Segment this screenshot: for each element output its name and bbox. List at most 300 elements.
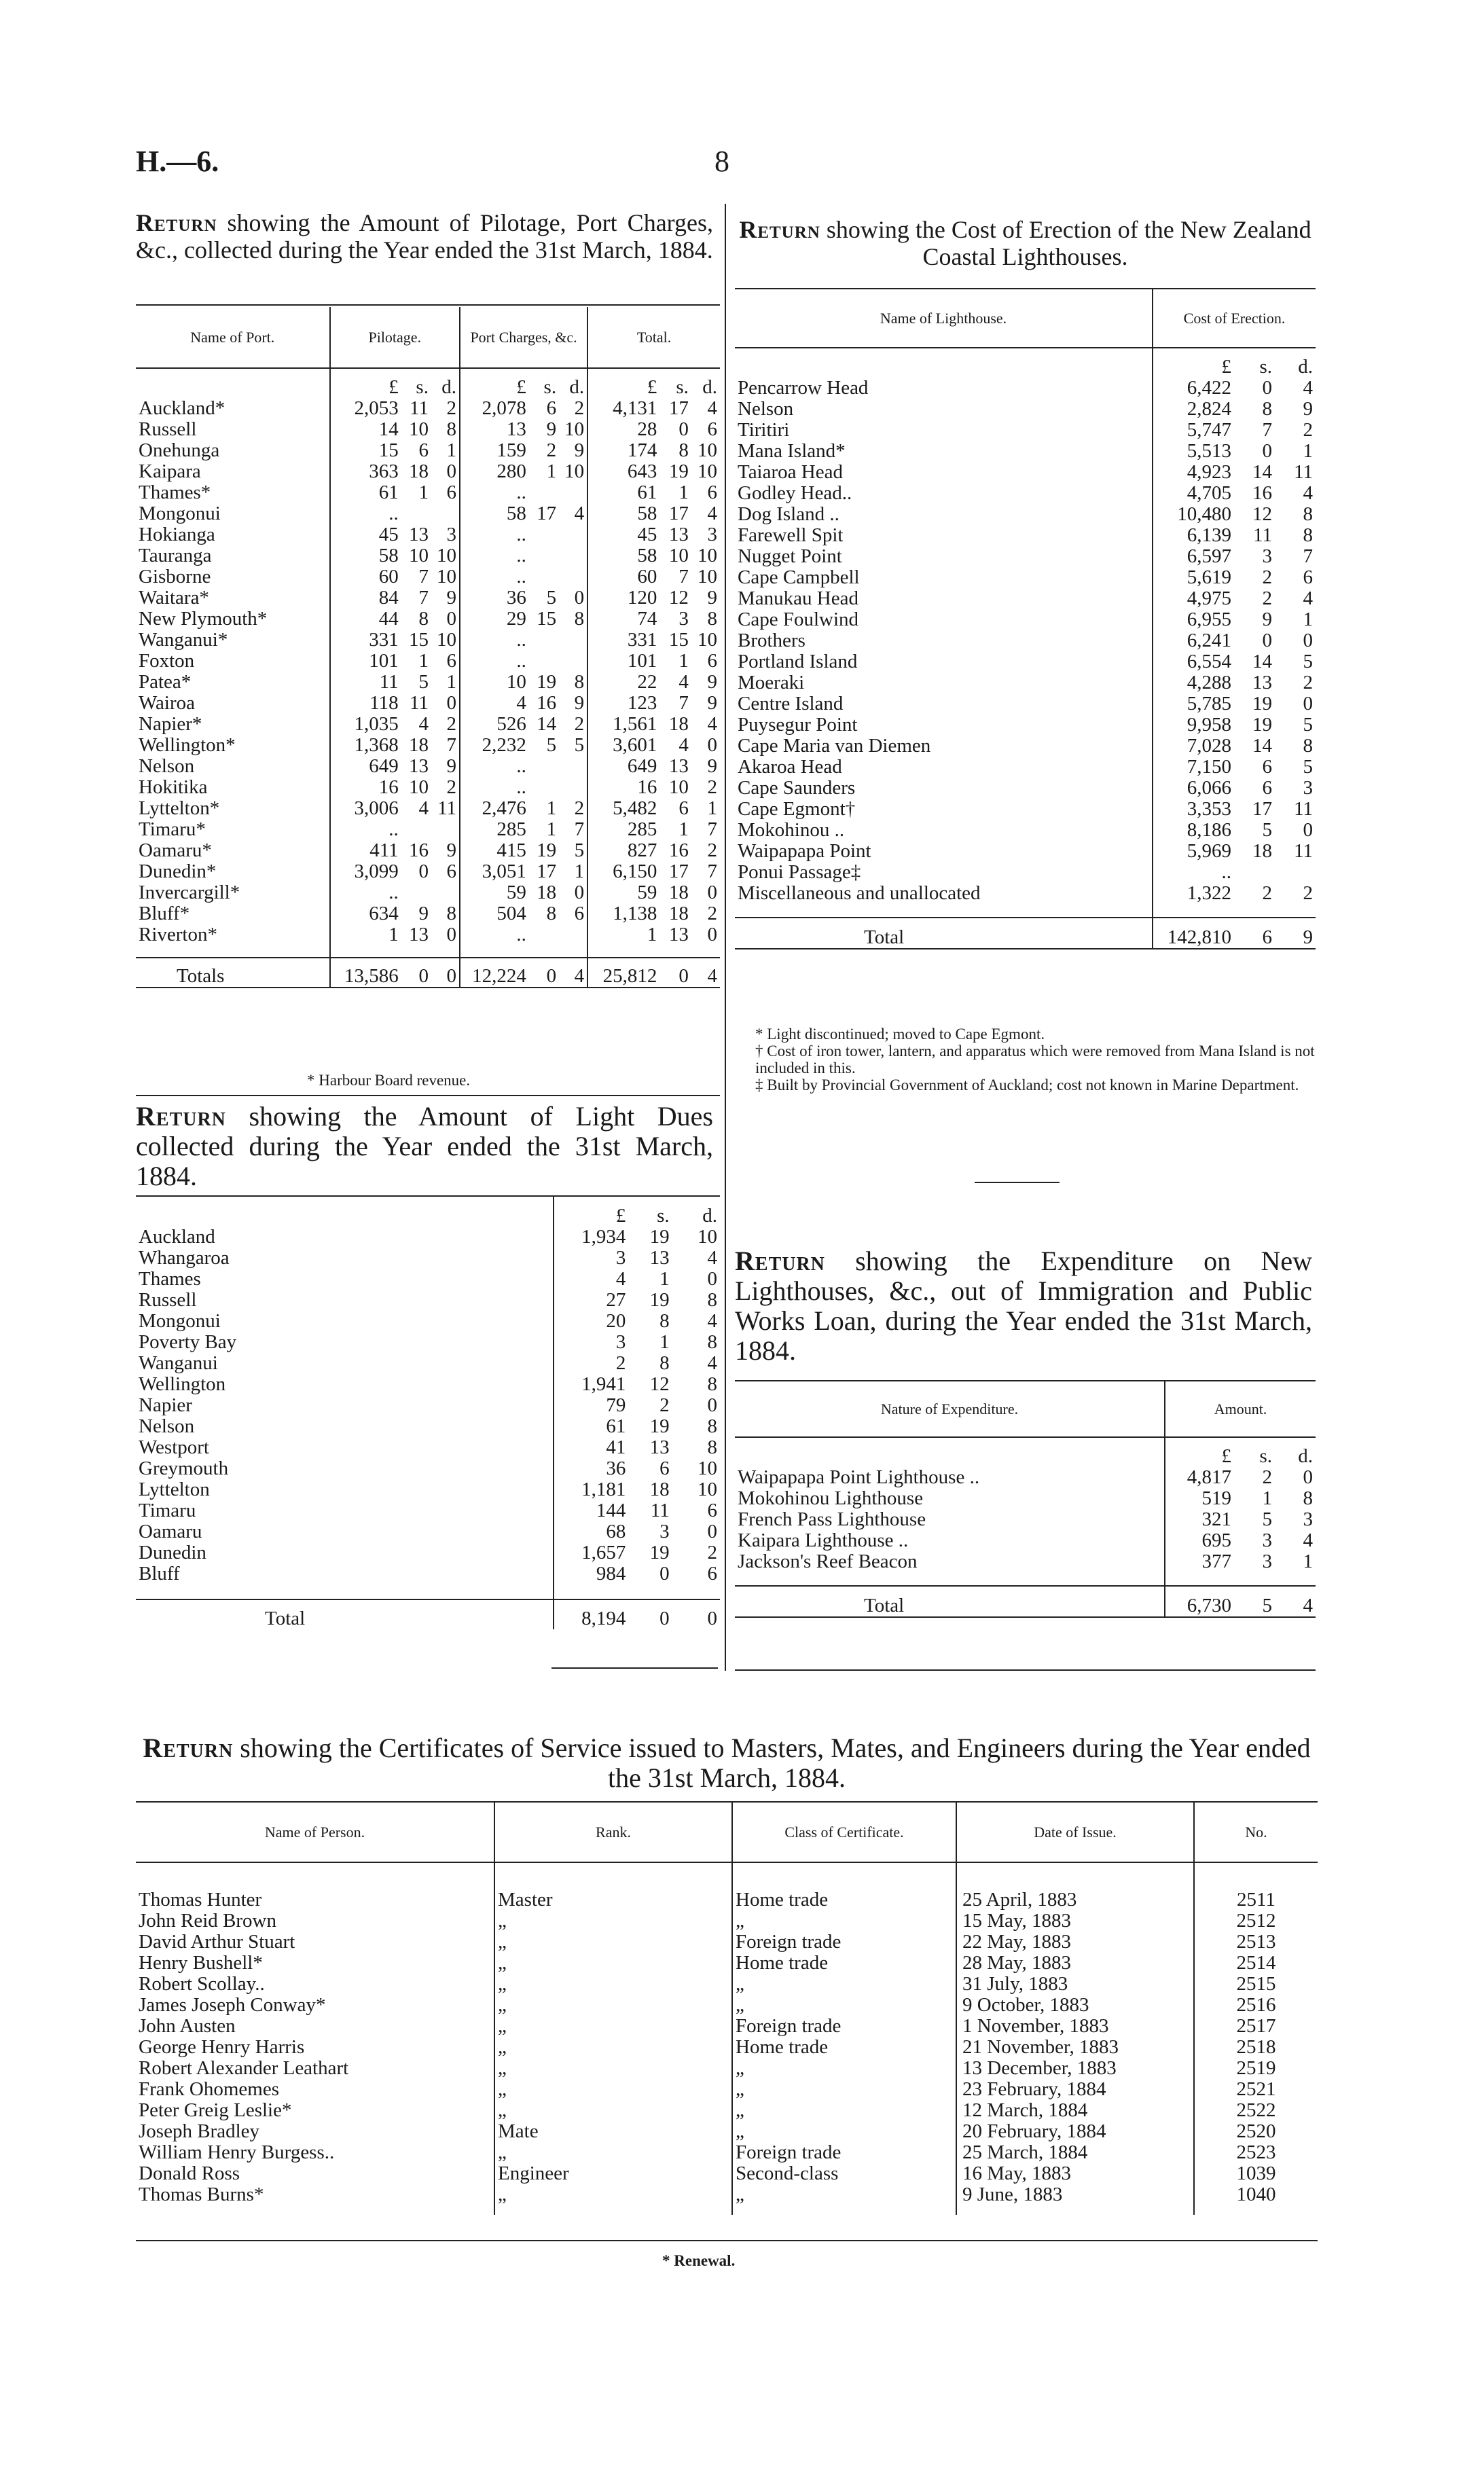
amount-value: 6	[707, 418, 717, 440]
amount-value: 58	[637, 545, 657, 566]
amount-value: 10	[431, 630, 460, 651]
amount-value: 18	[668, 903, 689, 924]
port-name: Patea*	[136, 672, 330, 693]
amount-value: 2,824	[1187, 398, 1231, 420]
amount-value: 3	[659, 1521, 670, 1542]
item-name: Manukau Head	[735, 588, 1153, 609]
amount-value: 0	[559, 587, 587, 609]
amount-value: 6	[1262, 777, 1272, 799]
table-row	[136, 1437, 720, 1458]
amount-value: 4	[418, 797, 429, 819]
amount-value: 0	[431, 924, 460, 945]
amount-value: 2,078	[482, 397, 526, 419]
amount-value: 44	[378, 608, 399, 630]
amount-value: 0	[431, 693, 460, 714]
port-name: Oamaru	[136, 1521, 554, 1542]
table-row	[136, 924, 720, 945]
amount-value: 11	[1294, 461, 1313, 483]
table-row	[136, 735, 720, 756]
table-row	[136, 1932, 1318, 1953]
total-value: 4	[559, 958, 587, 988]
amount-value: 118	[369, 692, 399, 714]
amount-value: 8	[559, 609, 587, 630]
table-row	[136, 819, 720, 840]
person-name: Frank Ohomemes	[136, 2079, 494, 2100]
amount-value: 7	[431, 735, 460, 756]
table-row	[136, 2079, 1318, 2100]
total-value: 6,730	[1187, 1595, 1231, 1616]
amount-value: 11	[410, 397, 429, 419]
amount-value: 1	[659, 1331, 670, 1353]
person-name: John Austen	[136, 2016, 494, 2037]
issue-date: 13 December, 1883	[956, 2058, 1194, 2079]
light-dues-title	[136, 1102, 713, 1191]
amount-value: 11	[1294, 798, 1313, 820]
amount-value: 827	[627, 839, 657, 861]
table-row	[735, 378, 1316, 399]
amount-value: 10	[559, 461, 587, 482]
issue-date: 15 May, 1883	[956, 1911, 1194, 1932]
amount-value: 59	[506, 882, 526, 903]
unit-label: s.	[416, 376, 429, 398]
amount-value: 18	[1252, 840, 1272, 862]
amount-value: 0	[678, 418, 689, 440]
amount-value: 695	[1201, 1530, 1231, 1551]
amount-value: 3	[678, 608, 689, 630]
amount-value: ..	[516, 629, 526, 651]
amount-value: 120	[627, 587, 657, 609]
amount-value: 6	[559, 903, 587, 924]
amount-value: 58	[637, 503, 657, 524]
person-name: Joseph Bradley	[136, 2121, 494, 2142]
table-row	[136, 2121, 1318, 2142]
total-value: 8,194	[581, 1608, 626, 1629]
amount-value: 6	[431, 861, 460, 882]
amount-value: 1,934	[581, 1226, 626, 1248]
amount-value: 4	[1303, 377, 1313, 399]
table-row	[136, 545, 720, 566]
pilotage-title	[136, 209, 713, 264]
amount-value: 331	[369, 629, 399, 651]
amount-value: 4	[1303, 482, 1313, 504]
item-name: Nelson	[735, 399, 1153, 420]
amount-value: 649	[369, 755, 399, 777]
total-value: 0	[659, 1608, 670, 1629]
amount-value: 9	[707, 755, 717, 777]
total-value: 142,810	[1167, 926, 1231, 948]
amount-value: 377	[1201, 1551, 1231, 1572]
amount-value: 3,099	[354, 861, 399, 882]
total-value: 25,812	[602, 965, 657, 987]
amount-value: 6,139	[1187, 524, 1231, 546]
table-row	[136, 482, 720, 503]
amount-value: 3	[1262, 1530, 1272, 1551]
issue-date: 9 June, 1883	[956, 2184, 1194, 2205]
certificates-title	[136, 1733, 1318, 1793]
amount-value: ..	[388, 818, 399, 840]
pilotage-title-lead: Return	[136, 209, 217, 236]
table-row	[136, 1227, 720, 1248]
rank-value: Mate	[494, 2121, 732, 2142]
amount-value: 13	[668, 924, 689, 945]
amount-value: 0	[707, 924, 717, 945]
unit-label: £	[647, 376, 657, 398]
item-name: Jackson's Reef Beacon	[735, 1551, 1165, 1572]
table-row	[735, 609, 1316, 630]
certificate-number: 2512	[1236, 1910, 1276, 1932]
amount-value: 0	[431, 461, 460, 482]
amount-value: 15	[408, 629, 429, 651]
page-number: 8	[714, 145, 729, 178]
table-row	[735, 483, 1316, 504]
amount-value: 19	[649, 1226, 670, 1248]
amount-value: 10,480	[1177, 503, 1231, 525]
amount-value: 4	[707, 397, 717, 419]
amount-value: 6	[707, 1563, 717, 1585]
amount-value: 5	[1303, 651, 1313, 672]
amount-value: 16	[1252, 482, 1272, 504]
amount-value: 4	[707, 1352, 717, 1374]
amount-value: 6	[418, 439, 429, 461]
amount-value	[559, 777, 587, 798]
totals-row	[735, 1586, 1316, 1617]
rank-value: „	[494, 1995, 732, 2016]
amount-value: 12	[668, 587, 689, 609]
amount-value: 2	[1303, 419, 1313, 441]
amount-value: 18	[668, 882, 689, 903]
table-row	[136, 461, 720, 482]
person-name: John Reid Brown	[136, 1911, 494, 1932]
table-row	[136, 1269, 720, 1290]
port-name: Kaipara	[136, 461, 330, 482]
amount-value: ..	[516, 524, 526, 545]
issue-date: 25 March, 1884	[956, 2142, 1194, 2163]
rank-value: „	[494, 2037, 732, 2058]
amount-value: 10	[408, 418, 429, 440]
amount-value: 8	[659, 1310, 670, 1332]
issue-date: 25 April, 1883	[956, 1889, 1194, 1911]
amount-value: 9	[546, 418, 557, 440]
amount-value: ..	[516, 650, 526, 672]
item-name: Cape Saunders	[735, 778, 1153, 799]
amount-value: 8	[1303, 524, 1313, 546]
unit-label: s.	[1259, 356, 1272, 378]
amount-value: 19	[649, 1542, 670, 1563]
item-name: Godley Head..	[735, 483, 1153, 504]
amount-value: 12	[649, 1373, 670, 1395]
issue-date: 22 May, 1883	[956, 1932, 1194, 1953]
table-row	[136, 756, 720, 777]
units-row	[136, 368, 720, 398]
amount-value: 3	[1303, 777, 1313, 799]
port-name: Wellington*	[136, 735, 330, 756]
amount-value: 13	[408, 755, 429, 777]
table-row	[136, 1911, 1318, 1932]
totals-row	[136, 1599, 720, 1629]
unit-label: d.	[702, 376, 717, 398]
amount-value: 19	[537, 671, 557, 693]
col-rank-header: Rank.	[494, 1803, 732, 1862]
total-value: 13,586	[344, 965, 399, 987]
amount-value	[529, 651, 559, 672]
amount-value	[401, 882, 431, 903]
col-pilotage-header: Pilotage.	[330, 307, 460, 368]
amount-value: 3	[1303, 1508, 1313, 1530]
port-name: Timaru*	[136, 819, 330, 840]
amount-value: 0	[1303, 819, 1313, 841]
amount-value: 58	[506, 503, 526, 524]
amount-value: 60	[637, 566, 657, 587]
table-row	[136, 1563, 720, 1585]
amount-value: 285	[496, 818, 526, 840]
amount-value: 36	[506, 587, 526, 609]
amount-value: 0	[707, 882, 717, 903]
amount-value: 2	[546, 439, 557, 461]
amount-value: 8	[1262, 398, 1272, 420]
amount-value: 7,028	[1187, 735, 1231, 757]
item-name: Cape Foulwind	[735, 609, 1153, 630]
table-row	[136, 2100, 1318, 2121]
person-name: William Henry Burgess..	[136, 2142, 494, 2163]
amount-value: 45	[637, 524, 657, 545]
amount-value	[1234, 862, 1275, 883]
amount-value: 61	[637, 482, 657, 503]
total-value: 5	[1262, 1595, 1272, 1616]
lighthouse-note-1: * Light discontinued; moved to Cape Egmont.	[755, 1026, 1045, 1043]
amount-value: 79	[606, 1394, 626, 1416]
amount-value	[401, 819, 431, 840]
amount-value: 29	[506, 608, 526, 630]
amount-value: 9	[431, 587, 460, 609]
amount-value: 19	[649, 1289, 670, 1311]
amount-value: 8	[418, 608, 429, 630]
port-name: Timaru	[136, 1500, 554, 1521]
amount-value: 5,619	[1187, 566, 1231, 588]
total-value: 0	[707, 1608, 717, 1629]
amount-value: 1	[546, 818, 557, 840]
amount-value: 4	[1303, 1530, 1313, 1551]
amount-value: 20	[606, 1310, 626, 1332]
amount-value: 18	[408, 734, 429, 756]
amount-value: 7,150	[1187, 756, 1231, 778]
port-name: Riverton*	[136, 924, 330, 945]
certificate-class: „	[732, 1995, 956, 2016]
amount-value: 2	[707, 839, 717, 861]
table-row	[735, 820, 1316, 841]
port-name: Invercargill*	[136, 882, 330, 903]
amount-value: 504	[496, 903, 526, 924]
amount-value	[431, 819, 460, 840]
total-value: 4	[1303, 1595, 1313, 1616]
amount-value: ..	[516, 755, 526, 777]
amount-value: 59	[637, 882, 657, 903]
item-name: Tiritiri	[735, 420, 1153, 441]
table-row	[136, 587, 720, 609]
item-name: Nugget Point	[735, 546, 1153, 567]
port-name: Oamaru*	[136, 840, 330, 861]
table-row	[136, 1953, 1318, 1974]
amount-value: 61	[378, 482, 399, 503]
table-row	[735, 693, 1316, 714]
amount-value: 2	[1262, 587, 1272, 609]
table-row	[136, 1332, 720, 1353]
amount-value: 4,288	[1187, 672, 1231, 693]
person-name: Peter Greig Leslie*	[136, 2100, 494, 2121]
amount-value: 7	[678, 692, 689, 714]
table-row	[136, 2163, 1318, 2184]
port-name: Lyttelton	[136, 1479, 554, 1500]
amount-value: 0	[707, 1521, 717, 1542]
amount-value: 22	[637, 671, 657, 693]
amount-value: 61	[606, 1415, 626, 1437]
item-name: Waipapapa Point	[735, 841, 1153, 862]
amount-value: 2	[431, 714, 460, 735]
lighthouses-title	[735, 216, 1316, 270]
amount-value	[529, 756, 559, 777]
amount-value: ..	[516, 566, 526, 587]
table-row	[735, 441, 1316, 462]
certificates-table	[136, 1803, 1318, 2215]
item-name: Waipapapa Point Lighthouse ..	[735, 1467, 1165, 1488]
amount-value: 4	[707, 503, 717, 524]
certificate-class: Foreign trade	[732, 2142, 956, 2163]
col-cost-header: Cost of Erection.	[1183, 310, 1286, 327]
light-dues-table	[136, 1197, 720, 1629]
amount-value: 8	[707, 1415, 717, 1437]
col-port-charges-header: Port Charges, &c.	[460, 307, 587, 368]
amount-value: 14	[378, 418, 399, 440]
amount-value: 10	[408, 776, 429, 798]
amount-value: 19	[1252, 693, 1272, 714]
table-row	[735, 1551, 1316, 1572]
person-name: Henry Bushell*	[136, 1953, 494, 1974]
amount-value: 8	[431, 903, 460, 924]
amount-value: 8	[1303, 503, 1313, 525]
amount-value: 2	[1262, 882, 1272, 904]
amount-value: 10	[698, 545, 717, 566]
col-lighthouse-header: Name of Lighthouse.	[735, 289, 1153, 348]
table-row	[136, 1995, 1318, 2016]
amount-value: 13	[408, 924, 429, 945]
amount-value	[529, 630, 559, 651]
amount-value: ..	[516, 482, 526, 503]
amount-value: 17	[537, 503, 557, 524]
amount-value: 8	[707, 608, 717, 630]
amount-value: 9	[707, 671, 717, 693]
port-name: Mongonui	[136, 1311, 554, 1332]
certificate-class: Foreign trade	[732, 2016, 956, 2037]
amount-value	[431, 882, 460, 903]
amount-value: 2	[1262, 566, 1272, 588]
item-name: Brothers	[735, 630, 1153, 651]
total-value: 6	[1262, 926, 1272, 948]
amount-value: 9	[707, 587, 717, 609]
amount-value: 3	[707, 524, 717, 545]
amount-value: 6	[1303, 566, 1313, 588]
amount-value: 6,066	[1187, 777, 1231, 799]
amount-value: 174	[627, 439, 657, 461]
amount-value: 6	[546, 397, 557, 419]
amount-value: 411	[369, 839, 399, 861]
amount-value	[559, 566, 587, 587]
table-row	[136, 2142, 1318, 2163]
amount-value: 1,561	[613, 713, 657, 735]
amount-value: 5	[1262, 1508, 1272, 1530]
amount-value: 0	[431, 609, 460, 630]
amount-value: 13	[649, 1436, 670, 1458]
amount-value: 10	[431, 566, 460, 587]
amount-value: 6	[707, 482, 717, 503]
amount-value: 6	[678, 797, 689, 819]
port-name: Mongonui	[136, 503, 330, 524]
amount-value: 1	[431, 440, 460, 461]
amount-value: 5	[546, 734, 557, 756]
amount-value: 7	[707, 861, 717, 882]
person-name: James Joseph Conway*	[136, 1995, 494, 2016]
amount-value	[529, 482, 559, 503]
item-name: Puysegur Point	[735, 714, 1153, 736]
issue-date: 20 February, 1884	[956, 2121, 1194, 2142]
amount-value: 1	[678, 650, 689, 672]
certificate-number: 2517	[1236, 2015, 1276, 2037]
certificate-number: 1039	[1236, 2163, 1276, 2184]
col-total-header: Total.	[636, 329, 672, 346]
amount-value	[529, 545, 559, 566]
amount-value: 5,513	[1187, 440, 1231, 462]
port-name: Nelson	[136, 756, 330, 777]
port-name: Wairoa	[136, 693, 330, 714]
amount-value: 13	[649, 1247, 670, 1269]
amount-value: 1	[707, 797, 717, 819]
table-row	[735, 1488, 1316, 1509]
new-lights-title-lead: Return	[735, 1246, 825, 1276]
amount-value: 1	[1303, 440, 1313, 462]
unit-label: s.	[543, 376, 557, 398]
amount-value: 10	[408, 545, 429, 566]
table-row	[136, 903, 720, 924]
amount-value: 8	[1303, 1487, 1313, 1509]
amount-value: 3,353	[1187, 798, 1231, 820]
amount-value: 6,554	[1187, 651, 1231, 672]
amount-value: 4,975	[1187, 587, 1231, 609]
item-name: Mana Island*	[735, 441, 1153, 462]
amount-value: 1	[388, 924, 399, 945]
unit-label: d.	[702, 1205, 717, 1227]
col-class-header: Class of Certificate.	[732, 1803, 956, 1862]
amount-value: 17	[668, 503, 689, 524]
amount-value: 4	[707, 1310, 717, 1332]
amount-value: 17	[668, 861, 689, 882]
item-name: Mokohinou Lighthouse	[735, 1488, 1165, 1509]
table-row	[735, 883, 1316, 904]
amount-value: 6,597	[1187, 545, 1231, 567]
person-name: Thomas Burns*	[136, 2184, 494, 2205]
table-row	[136, 419, 720, 440]
units-row	[735, 348, 1316, 378]
amount-value: 10	[698, 629, 717, 651]
amount-value: ..	[388, 503, 399, 524]
port-name: Russell	[136, 1290, 554, 1311]
amount-value: 8	[707, 1331, 717, 1353]
amount-value: 4,705	[1187, 482, 1231, 504]
table-row	[735, 588, 1316, 609]
amount-value: 18	[537, 882, 557, 903]
amount-value: 9	[559, 440, 587, 461]
table-row	[735, 1467, 1316, 1488]
amount-value: 526	[496, 713, 526, 735]
certificate-number: 2516	[1236, 1994, 1276, 2016]
port-name: Auckland*	[136, 398, 330, 419]
